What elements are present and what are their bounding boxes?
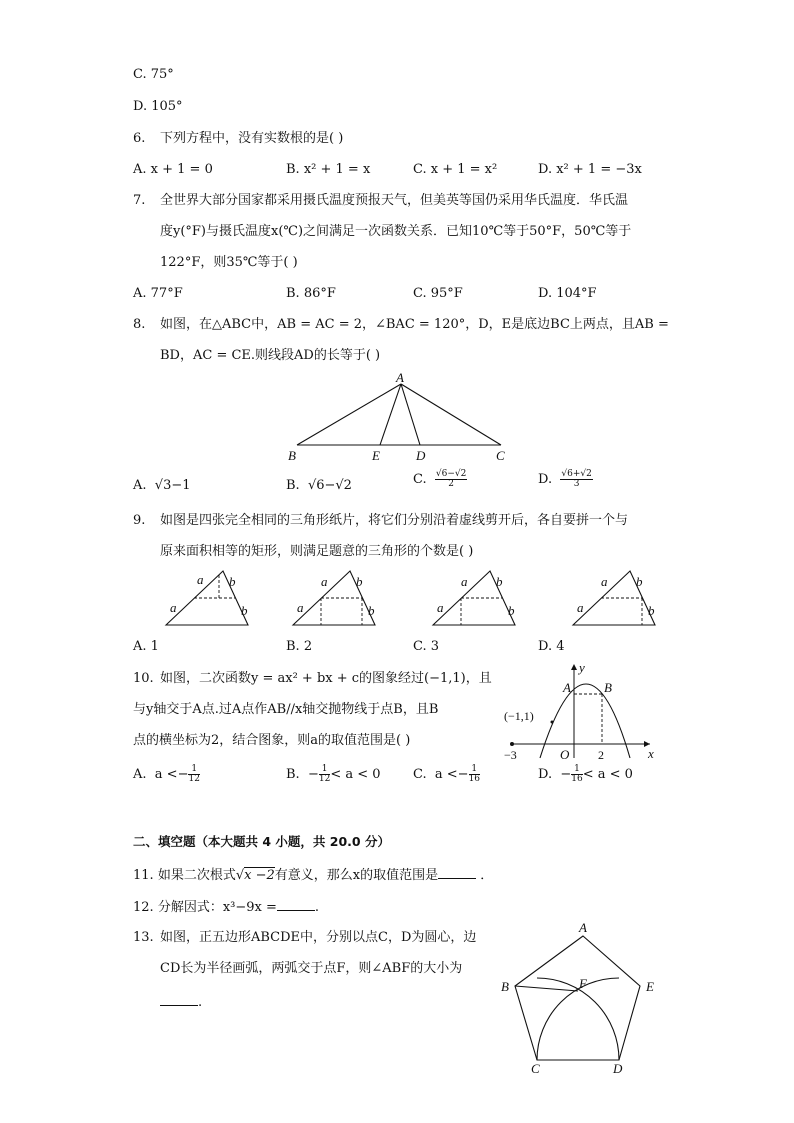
q7-line-3: 122°F，则35℃等于( )	[160, 255, 298, 270]
q10-option-d-label: D.	[538, 767, 553, 782]
q8-option-d-denominator: 3	[573, 479, 580, 489]
q13-arc-d	[537, 978, 619, 1060]
q9-option-a: A. 1	[133, 639, 159, 654]
q10-option-d-fraction	[571, 765, 582, 784]
q13-arc-c	[537, 978, 619, 1060]
q11-pre: 如果二次根式	[157, 868, 236, 883]
q9-t1-label-a2: a	[170, 600, 177, 615]
q8-side-ac	[401, 384, 501, 445]
q10-option-b-fraction	[319, 765, 330, 784]
q10-option-b-label: B.	[286, 767, 300, 782]
q9-t2-label-b2: b	[368, 603, 375, 618]
q10-label-o: O	[560, 747, 570, 762]
q10-label-neg3: −3	[504, 748, 517, 762]
q11-end: ．	[480, 868, 494, 883]
q8-label-a: A	[396, 370, 404, 385]
q9-t4-label-b2: b	[648, 603, 655, 618]
q13-line-2: CD长为半径画弧，两弧交于点F，则∠ABF的大小为	[160, 961, 463, 976]
q9-t1-label-b2: b	[241, 603, 248, 618]
q10-option-d	[538, 765, 633, 784]
q7-option-d: D. 104°F	[538, 286, 597, 301]
q9-t3-label-a1: a	[461, 574, 468, 589]
q6-option-b: B. x² + 1 = x	[286, 162, 371, 177]
q9-t4-label-a2: a	[577, 600, 584, 615]
q9-t2-label-a1: a	[321, 574, 328, 589]
q8-side-ab	[297, 384, 401, 445]
q8-option-a	[133, 477, 191, 495]
q8-option-b	[286, 477, 352, 495]
q10-option-d-post: < a < 0	[582, 767, 633, 782]
q8-number: 8.	[133, 317, 146, 332]
q9-line-1: 如图是四张完全相同的三角形纸片，将它们分别沿着虚线剪开后，各自要拼一个与	[160, 513, 629, 528]
q13-answer-line	[160, 993, 202, 1012]
q10-option-b-pre: −	[307, 767, 319, 782]
q11	[133, 866, 493, 885]
q7-option-b: B. 86°F	[286, 286, 336, 301]
q10-option-a-pre: a <−	[154, 767, 189, 782]
q10-parabola-figure	[500, 660, 665, 760]
q12-answer-blank[interactable]	[277, 898, 315, 911]
q9-triangle-1	[163, 568, 253, 628]
q13-label-f: F	[579, 976, 587, 991]
q7-line-1: 全世界大部分国家都采用摄氏温度预报天气，但美英等国仍采用华氏温度．华氏温	[160, 193, 629, 208]
q13-label-e: E	[646, 979, 654, 994]
q6-option-d: D. x² + 1 = −3x	[538, 162, 642, 177]
q10-label-point: (−1,1)	[504, 709, 534, 723]
q7-option-c: C. 95°F	[413, 286, 463, 301]
q7-line-2: 度y(°F)与摄氏温度x(℃)之间满足一次函数关系．已知10℃等于50°F，50℃等于	[160, 224, 632, 239]
q5-option-c: C. 75°	[133, 67, 174, 82]
q6-option-c: C. x + 1 = x²	[413, 162, 498, 177]
q8-segment-ad	[401, 384, 420, 445]
q13-number: 13.	[133, 930, 154, 945]
q9-t1-label-b1: b	[229, 574, 236, 589]
q8-line-2: BD，AC = CE.则线段AD的长等于( )	[160, 348, 381, 363]
q8-label-c: C	[496, 448, 505, 463]
q7-number: 7.	[133, 193, 146, 208]
q10-label-x: x	[648, 746, 654, 761]
q12-pre: 分解因式：x³−9x =	[157, 900, 277, 915]
q13-end: .	[198, 995, 203, 1010]
q5-option-d: D. 105°	[133, 99, 183, 114]
q6-number: 6.	[133, 131, 146, 146]
q8-option-c-numerator: √6−√2	[435, 469, 467, 479]
q8-option-c-denominator: 2	[448, 479, 454, 489]
q10-option-c-num: 1	[469, 765, 480, 775]
q10-option-a-den: 12	[188, 774, 200, 784]
q10-label-y: y	[579, 660, 585, 675]
q8-triangle-figure	[280, 372, 520, 464]
q9-triangle-2	[290, 568, 380, 628]
q10-option-b-post: < a < 0	[330, 767, 381, 782]
q10-option-d-den: 16	[571, 774, 583, 784]
q10-label-2: 2	[598, 748, 604, 762]
q10-option-a-fraction	[188, 765, 199, 784]
q9-option-b: B. 2	[286, 639, 313, 654]
q13-label-c: C	[531, 1061, 540, 1076]
q10-option-c-den: 16	[468, 774, 481, 784]
q10-label-b: B	[604, 680, 612, 695]
q7-option-a: A. 77°F	[133, 286, 183, 301]
q10-option-b-den: 12	[318, 774, 331, 784]
q10-number: 10.	[133, 671, 154, 686]
q8-option-b-label: B.	[286, 478, 300, 493]
q12	[133, 898, 319, 917]
q10-option-a-num: 1	[188, 765, 199, 775]
q10-parabola	[540, 684, 630, 758]
q11-post: 有意义，那么x的取值范围是	[274, 868, 439, 883]
q9-t4-label-b1: b	[636, 574, 643, 589]
q10-option-d-num: 1	[571, 765, 582, 775]
q8-option-c-fraction	[435, 470, 467, 489]
q11-radicand: x −2	[244, 868, 275, 883]
q8-label-d: D	[416, 448, 426, 463]
q10-option-c	[413, 765, 480, 784]
q8-option-a-label: A.	[133, 478, 147, 493]
q11-answer-blank[interactable]	[438, 866, 476, 879]
q12-number: 12.	[133, 900, 154, 915]
q8-option-b-expr: √6−√2	[307, 478, 352, 493]
q8-option-a-expr: √3−1	[154, 478, 191, 493]
q9-option-c: C. 3	[413, 639, 440, 654]
q9-triangle-4	[570, 568, 660, 628]
q9-t3-label-b2: b	[508, 603, 515, 618]
q13-label-a: A	[579, 920, 587, 935]
q10-line-2: 与y轴交于A点.过A点作AB//x轴交抛物线于点B，且B	[133, 702, 439, 717]
q8-option-c	[413, 470, 467, 489]
q13-pentagon	[515, 936, 640, 1060]
q10-line-1: 如图，二次函数y = ax² + bx + c的图象经过(−1,1)，且	[160, 671, 492, 686]
q12-end: .	[314, 900, 320, 915]
q9-t3-label-b1: b	[496, 574, 503, 589]
q13-answer-blank[interactable]	[160, 993, 198, 1006]
q10-line-3: 点的横坐标为2，结合图象，则a的取值范围是( )	[133, 733, 411, 748]
q9-triangle-3	[430, 568, 520, 628]
q10-option-c-label: C.	[413, 767, 427, 782]
q8-segment-ae	[380, 384, 401, 445]
q10-option-d-pre: −	[560, 767, 572, 782]
q13-segment-bf	[515, 986, 578, 991]
q13-line-1: 如图，正五边形ABCDE中，分别以点C，D为圆心，边	[160, 930, 477, 945]
q8-label-b: B	[288, 448, 296, 463]
q11-radical-sign: √	[235, 868, 245, 883]
q13-label-d: D	[613, 1061, 623, 1076]
q9-t4-label-a1: a	[601, 574, 608, 589]
q10-option-b	[286, 765, 381, 784]
section-2-title: 二、填空题（本大题共 4 小题，共 20.0 分）	[133, 834, 390, 849]
q13-pentagon-figure	[495, 920, 670, 1080]
q10-option-a-label: A.	[133, 767, 147, 782]
q9-t3-label-a2: a	[437, 600, 444, 615]
q8-option-d-numerator: √6+√2	[561, 469, 592, 479]
q9-t1-label-a1: a	[197, 572, 204, 587]
q8-option-c-label: C.	[413, 472, 427, 487]
q10-option-b-num: 1	[319, 765, 330, 775]
q8-option-d	[538, 470, 593, 489]
q9-option-d: D. 4	[538, 639, 565, 654]
q9-number: 9.	[133, 513, 146, 528]
q13-label-b: B	[501, 979, 509, 994]
q9-line-2: 原来面积相等的矩形，则满足题意的三角形的个数是( )	[160, 544, 474, 559]
q8-option-d-fraction	[560, 470, 592, 489]
q6-stem: 下列方程中，没有实数根的是( )	[160, 131, 344, 146]
q10-option-c-fraction	[469, 765, 480, 784]
q8-label-e: E	[372, 448, 380, 463]
q10-option-c-pre: a <−	[434, 767, 469, 782]
q9-t2-label-a2: a	[297, 600, 304, 615]
q8-line-1: 如图，在△ABC中，AB = AC = 2，∠BAC = 120°，D，E是底边BC上两点，且AB =	[160, 317, 669, 332]
q10-label-a: A	[563, 680, 571, 695]
q8-option-d-label: D.	[538, 472, 553, 487]
q9-t2-label-b1: b	[356, 574, 363, 589]
q10-option-a	[133, 765, 200, 784]
q6-option-a: A. x + 1 = 0	[133, 162, 213, 177]
q11-number: 11.	[133, 868, 154, 883]
